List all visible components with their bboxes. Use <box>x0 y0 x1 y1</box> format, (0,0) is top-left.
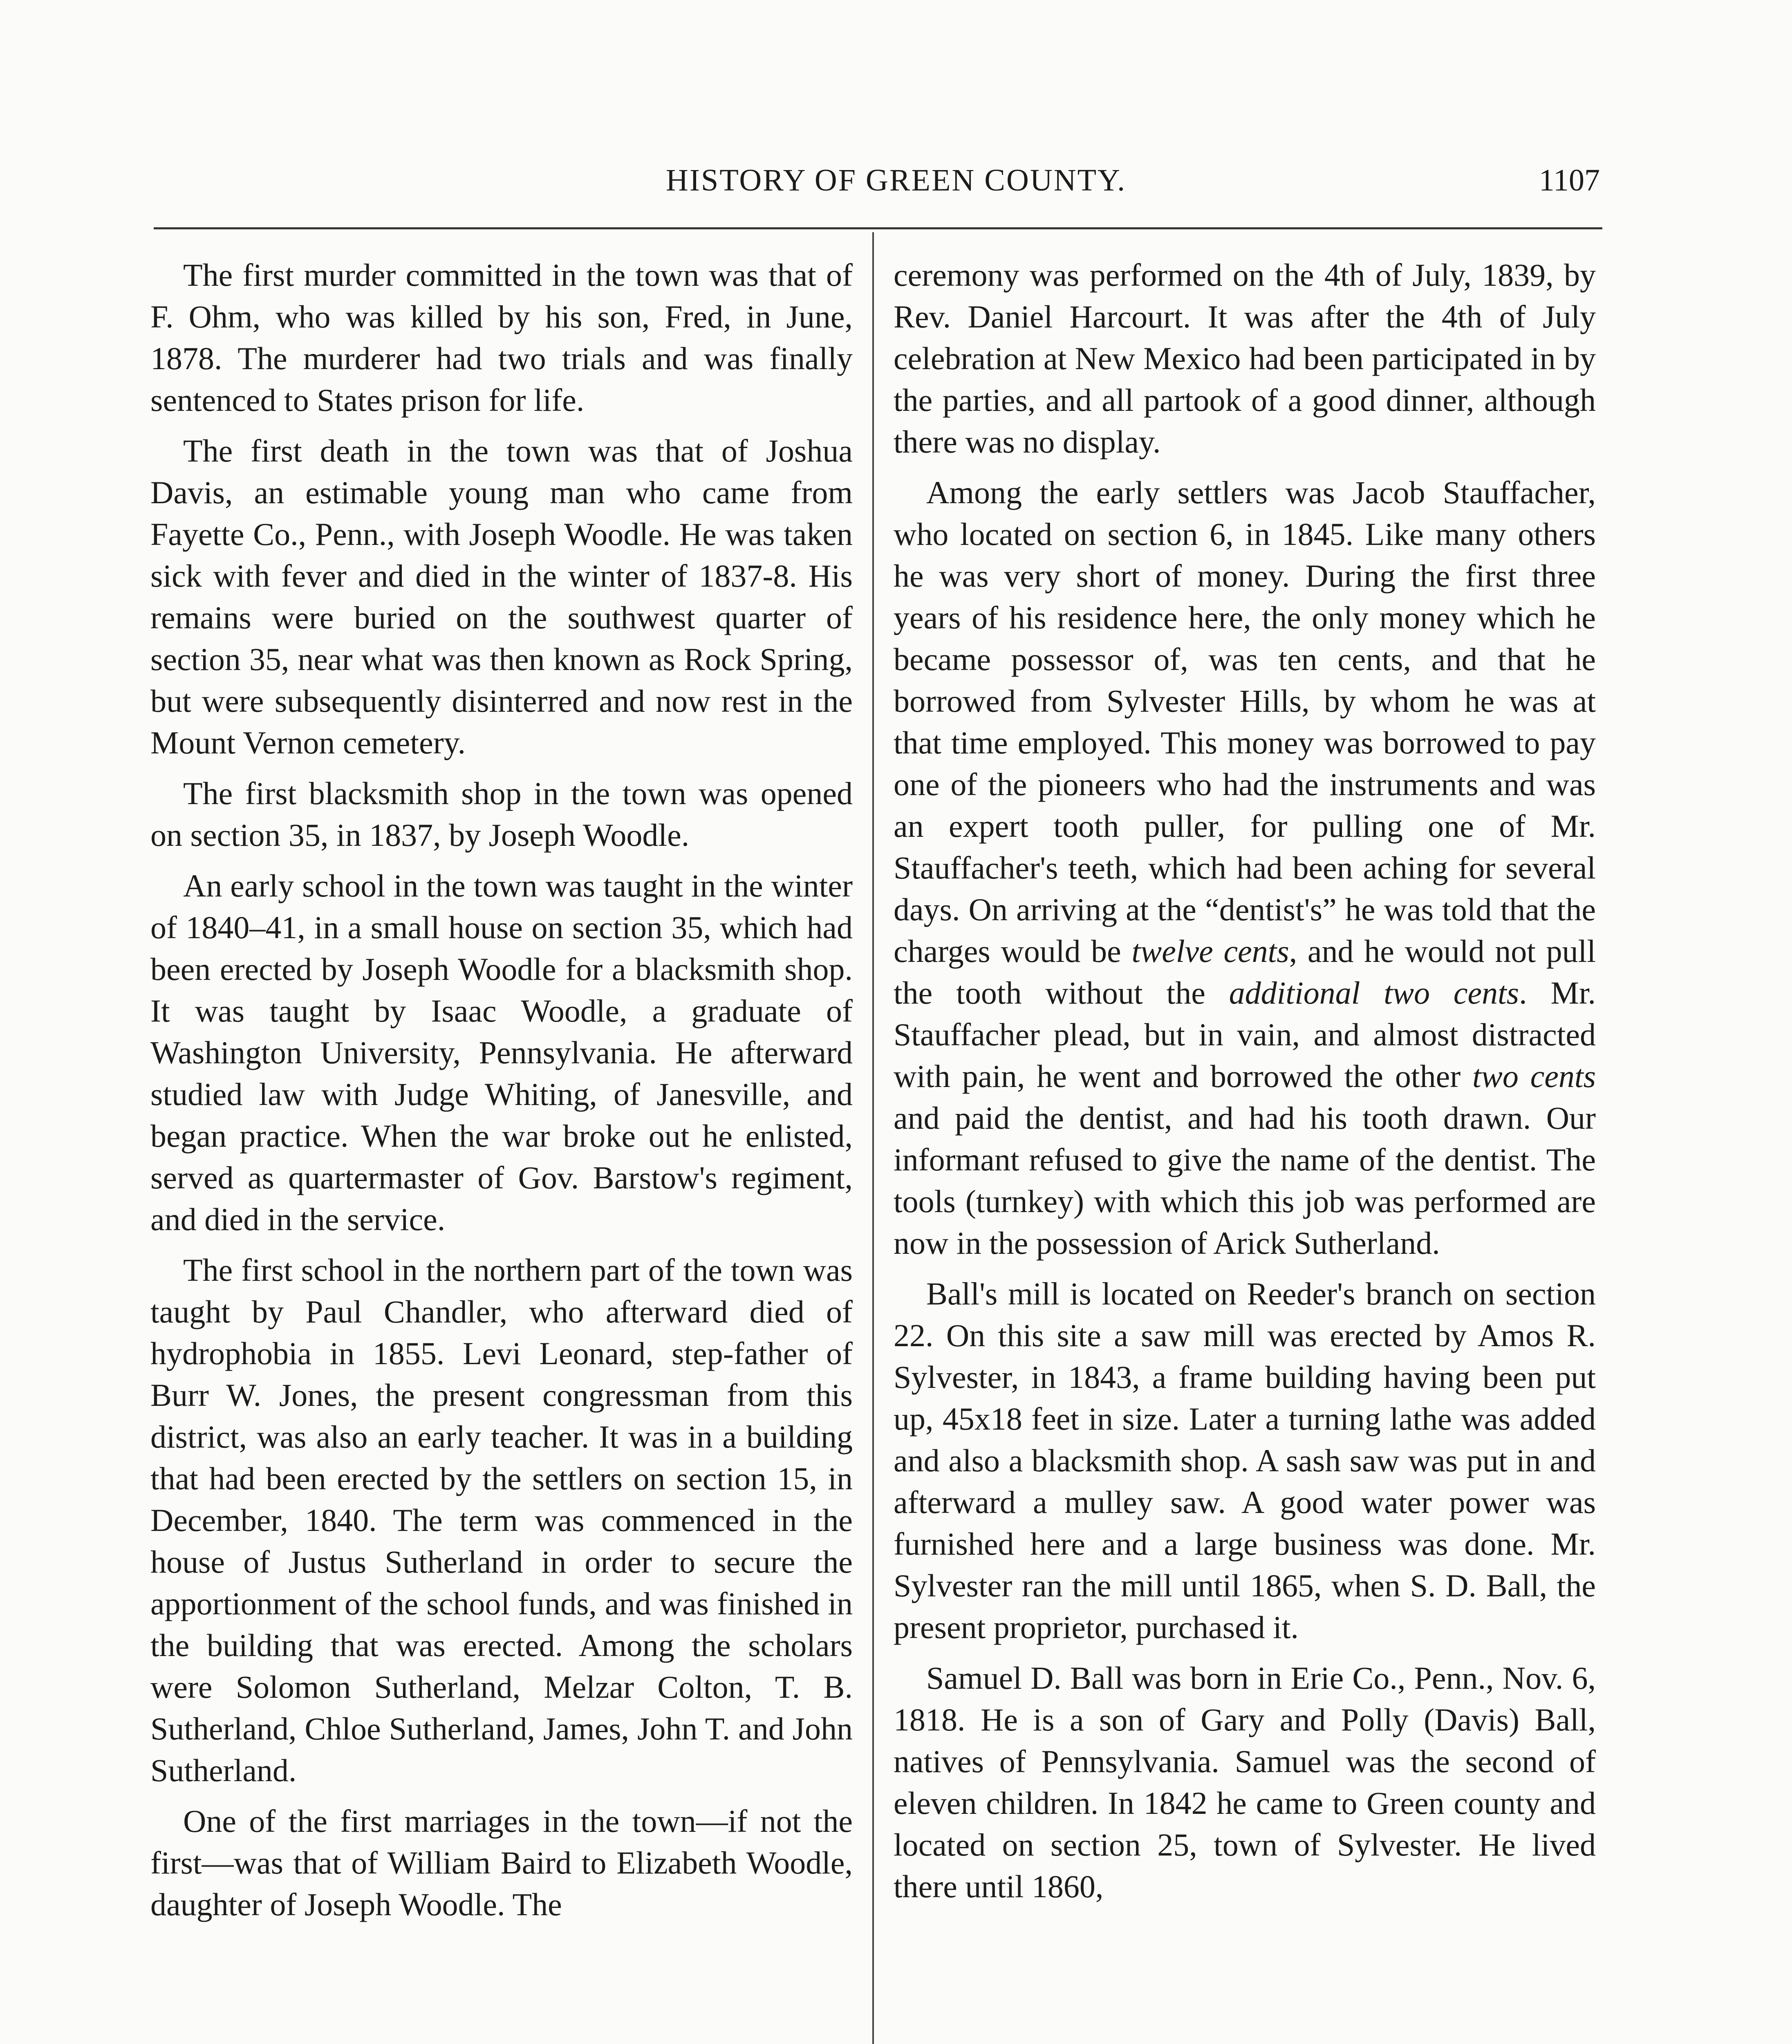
paragraph-first-marriage: One of the first marriages in the town—if not the first—was that of William Baird to Elizabeth Woodle, daughter of Joseph Woodle. The <box>150 1803 853 1922</box>
paragraph-blacksmith-shop: The first blacksmith shop in the town was opened on section 35, in 1837, by Joseph Woodle. <box>150 775 853 853</box>
text-run: Among the early settlers was Jacob Stauffacher, who located on section 6, in 1845. Like many others he was very short of money. During the first three years of his residence here, the only money which he became possessor of, was ten cents, and that he borrowed from Sylvester Hills, by whom he was at that time employed. This money was borrowed to pay one of the pioneers who had the instruments and was an expert tooth puller, for pulling one of Mr. Stauffacher's teeth, which had been aching for several days. On arriving at the “dentist's” he was told that the charges would be <box>894 475 1596 969</box>
paragraph-ceremony: ceremony was performed on the 4th of July, 1839, by Rev. Daniel Harcourt. It was after the 4th of July celebration at New Mexico had been participated in by the parties, and all partook of a good dinner, although there was no display. <box>894 257 1596 459</box>
header-rule <box>154 227 1602 229</box>
paragraph-samuel-ball: Samuel D. Ball was born in Erie Co., Penn., Nov. 6, 1818. He is a son of Gary and Polly (Davis) Ball, natives of Pennsylvania. Samuel was the second of eleven children. In 1842 he came to Green county and located on section 25, town of Sylvester. He lived there until 1860, <box>894 1660 1596 1904</box>
right-column <box>894 254 1596 1916</box>
italic-text: twelve cents <box>1131 933 1289 969</box>
paragraph-balls-mill: Ball's mill is located on Reeder's branch on section 22. On this site a saw mill was erected by Amos R. Sylvester, in 1843, a frame building having been put up, 45x18 feet in size. Later a turning lathe was added and also a blacksmith shop. A sash saw was put in and afterward a mulley saw. A good water power was furnished here and a large business was done. Mr. Sylvester ran the mill until 1865, when S. D. Ball, the present proprietor, purchased it. <box>894 1276 1596 1645</box>
column-divider <box>872 232 874 2044</box>
text-run: , and he would not pull the tooth without the <box>894 933 1596 1011</box>
italic-text: additional two cents <box>1229 975 1519 1011</box>
italic-text: two cents <box>1472 1058 1596 1094</box>
paragraph-early-school: An early school in the town was taught in the winter of 1840–41, in a small house on section 35, which had been erected by Joseph Woodle for a blacksmith shop. It was taught by Isaac Woodle, a graduate of Washington University, Pennsylvania. He afterward studied law with Judge Whiting, of Janesville, and began practice. When the war broke out he enlisted, served as quartermaster of Gov. Barstow's regiment, and died in the service. <box>150 868 853 1237</box>
page-number: 1107 <box>1539 163 1600 197</box>
paragraph-first-death: The first death in the town was that of Joshua Davis, an estimable young man who came from Fayette Co., Penn., with Joseph Woodle. He was taken sick with fever and died in the winter of 1837-8. His remains were buried on the southwest quarter of section 35, near what was then known as Rock Spring, but were subsequently disinterred and now rest in the Mount Vernon cemetery. <box>150 433 853 760</box>
paragraph-northern-school: The first school in the northern part of the town was taught by Paul Chandler, who afterward died of hydrophobia in 1855. Levi Leonard, step-father of Burr W. Jones, the present congressman from this district, was also an early teacher. It was in a building that had been erected by the settlers on section 15, in December, 1840. The term was commenced in the house of Justus Sutherland in order to secure the apportionment of the school funds, and was finished in the building that was erected. Among the scholars were Solomon Sutherland, Melzar Colton, T. B. Sutherland, Chloe Sutherland, James, John T. and John Sutherland. <box>150 1252 853 1788</box>
running-title: HISTORY OF GREEN COUNTY. <box>665 163 1127 197</box>
text-run: . Mr. Stauffacher plead, but in vain, and almost distracted with pain, he went and borrowed the other <box>894 975 1596 1094</box>
left-column <box>150 254 853 1934</box>
paragraph-stauffacher <box>894 472 1596 1264</box>
paragraph-first-murder: The first murder committed in the town was that of F. Ohm, who was killed by his son, Fred, in June, 1878. The murderer had two trials and was finally sentenced to States prison for life. <box>150 257 853 418</box>
text-run: and paid the dentist, and had his tooth drawn. Our informant refused to give the name of the dentist. The tools (turnkey) with which this job was performed are now in the possession of Arick Sutherland. <box>894 1100 1596 1261</box>
